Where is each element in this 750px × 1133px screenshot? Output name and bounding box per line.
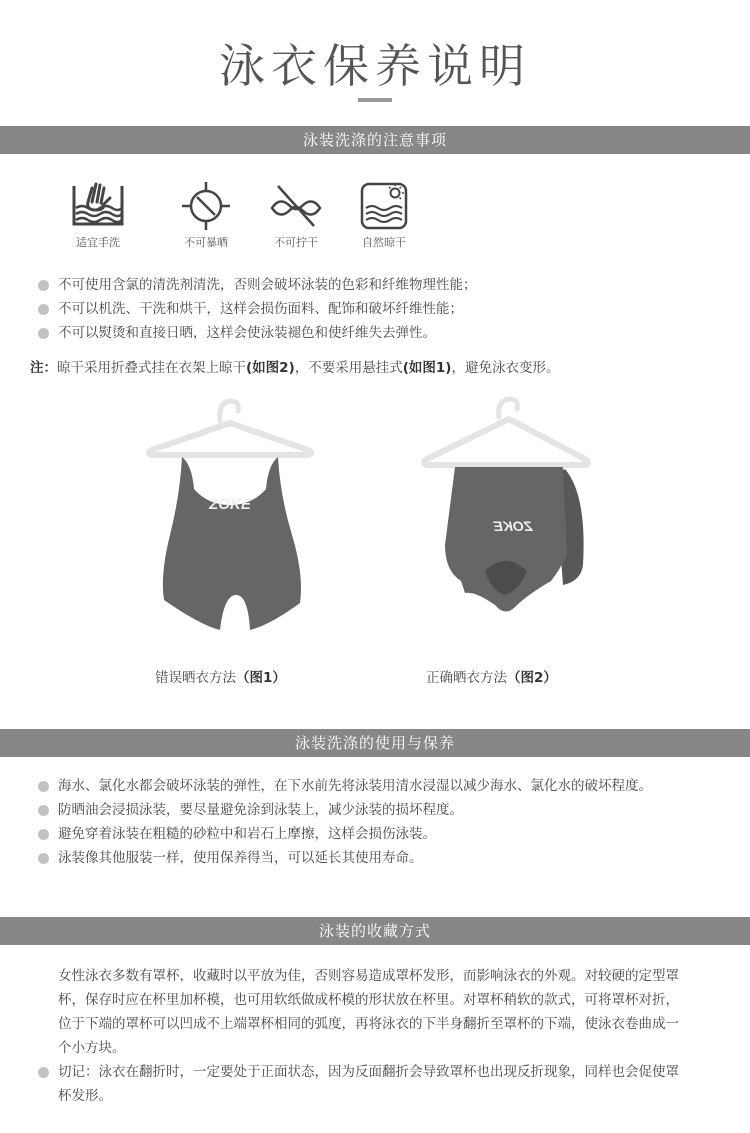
drying-note xyxy=(30,356,559,380)
washing-notes-list xyxy=(38,273,728,345)
natural-dry-icon xyxy=(356,178,412,232)
caption-text: 错误晒衣方法 xyxy=(155,670,236,686)
bullet-dot xyxy=(38,328,49,339)
list-item-text: 泳装像其他服装一样，使用保养得当，可以延长其使用寿命。 xyxy=(58,850,423,866)
bullet-dot xyxy=(38,280,49,291)
list-item xyxy=(38,846,714,870)
note-prefix: 注： xyxy=(30,360,57,376)
bullet-dot xyxy=(38,781,49,792)
list-item xyxy=(38,273,728,297)
figure-wrong-drying xyxy=(140,395,320,659)
list-item-text: 切记：泳衣在翻折时，一定要处于正面状态，因为反面翻折会导致罩杯也出现反折现象，同样也会促使罩杯发形。 xyxy=(58,1064,679,1104)
list-item-text: 不可以熨烫和直接日晒，这样会使泳装褪色和使纤维失去弹性。 xyxy=(58,325,436,341)
list-item xyxy=(38,774,714,798)
figure2-caption xyxy=(426,666,557,686)
bullet-dot xyxy=(38,304,49,315)
list-item-text: 不可以机洗、干洗和烘干，这样会损伤面料、配饰和破坏纤维性能； xyxy=(58,301,463,317)
icon-label: 不可拧干 xyxy=(274,236,318,249)
note-text: 晾干采用折叠式挂在衣架上晾干 xyxy=(57,360,246,376)
list-item-text: 防晒油会浸损泳装，要尽量避免涂到泳装上，减少泳装的损坏程度。 xyxy=(58,802,463,818)
no-sun-dry-icon xyxy=(178,178,234,232)
bullet-dot xyxy=(38,829,49,840)
note-ref: (如图2) xyxy=(246,360,295,376)
care-icon-natural-dry xyxy=(350,178,418,250)
bullet-dot xyxy=(38,853,49,864)
list-item-text: 海水、氯化水都会破坏泳装的弹性，在下水前先将泳装用清水浸湿以减少海水、氯化水的破坏程度。 xyxy=(58,778,652,794)
usage-care-list xyxy=(38,774,714,870)
note-text: ，不要采用悬挂式 xyxy=(294,360,403,376)
icon-label: 适宜手洗 xyxy=(76,236,120,249)
care-icon-hand-wash xyxy=(64,178,132,250)
list-item xyxy=(38,297,728,321)
bullet-dot xyxy=(38,805,49,816)
storage-content xyxy=(38,964,692,1108)
no-wring-icon xyxy=(266,178,326,232)
bullet-dot xyxy=(38,1067,49,1078)
figure-correct-drying xyxy=(415,395,595,629)
list-item xyxy=(38,798,714,822)
list-item xyxy=(38,822,714,846)
caption-text: 正确晒衣方法 xyxy=(426,670,507,686)
caption-ref: （图1） xyxy=(236,670,286,686)
brand-logo-mirrored: ZOKE xyxy=(493,518,533,534)
title-divider xyxy=(358,98,392,102)
list-item-text: 不可使用含氯的清洗剂清洗，否则会破坏泳装的色彩和纤维物理性能； xyxy=(58,277,477,293)
brand-logo: ZOKE xyxy=(209,496,251,513)
section-header-washing: 泳装洗涤的注意事项 xyxy=(0,126,750,154)
storage-paragraph: 女性泳衣多数有罩杯，收藏时以平放为佳，否则容易造成罩杯发形，而影响泳衣的外观。对较硬的定型罩杯，保存时应在杯里加杯模，也可用软纸做成杯模的形状放在杯里。对罩杯稍软的款式，可将罩杯对折，位于下端的罩杯可以凹成不上端罩杯相同的弧度，再将泳衣的下半身翻折至罩杯的下端，使泳衣卷曲成一个小方块。 xyxy=(58,968,679,1056)
list-item xyxy=(38,1060,692,1108)
caption-ref: （图2） xyxy=(507,670,557,686)
icon-label: 自然晾干 xyxy=(362,236,406,249)
section-header-usage-care: 泳装洗涤的使用与保养 xyxy=(0,729,750,757)
note-text: ，避免泳衣变形。 xyxy=(451,360,560,376)
list-item xyxy=(38,321,728,345)
list-item-text: 避免穿着泳装在粗糙的砂粒中和岩石上摩擦，这样会损伤泳装。 xyxy=(58,826,436,842)
note-ref: (如图1) xyxy=(402,360,452,376)
page-title: 泳衣保养说明 xyxy=(219,39,531,93)
care-icon-no-wring xyxy=(262,178,330,250)
hanging-swimsuit-illustration xyxy=(140,395,320,655)
icon-label: 不可暴晒 xyxy=(184,236,228,249)
hand-wash-icon xyxy=(70,178,126,232)
figure1-caption xyxy=(155,666,286,686)
folded-swimsuit-illustration xyxy=(415,395,595,625)
section-header-storage: 泳装的收藏方式 xyxy=(0,917,750,945)
care-icon-no-sun xyxy=(172,178,240,250)
